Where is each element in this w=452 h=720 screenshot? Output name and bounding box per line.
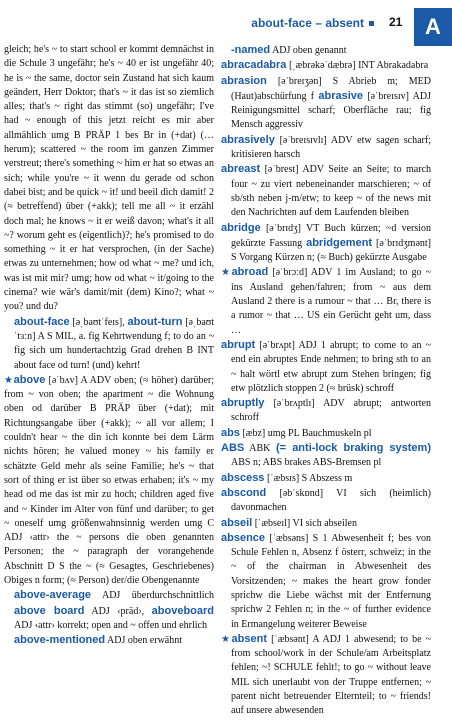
entry-abreast [221, 162, 431, 220]
definition: ABS n; ABS brakes ABS-Bremsen pl [231, 457, 382, 469]
definition: [ˈæbsənt] A ADJ 1 abwesend; to be ~ from school/work in der Schule/am Arbeitsplatz fehlen; ~! SCHULE fehlt!; to go ~ without leave MIL sich unerlaubt von der Truppe entfernen; ~ parent nicht betreuender Elternteil; to ~ friends! auf unsere abwesenden [231, 633, 431, 717]
entry-absence [221, 531, 431, 632]
definition: [əˈbreɪsɪvlɪ] ADV etw sagen scharf; kritisieren harsch [231, 134, 431, 161]
star-icon: ★ [221, 633, 232, 645]
headword: absent [231, 632, 267, 645]
definition: [əˈbrɪdʒ] VT Buch kürzen; ~d version gekürzte Fassung [231, 222, 431, 249]
entry-about-face [4, 315, 214, 373]
running-head: about-face – absent [251, 16, 364, 30]
star-icon: ★ [4, 374, 14, 386]
headword: ABS [221, 442, 245, 455]
definition: [əˈbʌv] A ADV oben; (≈ höher) darüber; from ~ von oben; the apartment ~ die Wohnung oben od darüber B PRÄP über (+dat); mit Richtungsangabe über (+akk); ~ all vor allem; I couldn't hear ~ the din ich konnte bei dem Lärm nichts hören; he valued money ~ his family er schätzte Geld mehr als seine Familie; he's ~ that sort of thing er ist über so etwas erhaben; it's ~ my head od me das ist mir zu hoch; children aged five and ~ Kinder im Alter von fünf und darüber; to get ~ oneself umg größenwahnsinnig werden umg C ADJ ‹attr› the ~ persons die oben genannten Personen; the ~ paragraph der vorangehende Abschnitt D S the ~ (≈ Gesagtes, Geschriebenes) Obiges n form; (≈ Person) der/die Obengenannte [4, 374, 214, 586]
headword: abreast [221, 163, 261, 176]
definition: [əˌbaʊtˈtɜːn] A S MIL, a. fig Kehrtwendung f; to do an ~ fig sich um hundertachtzig Grad drehen B INT about face od turn! (und) kehrt! [14, 316, 214, 371]
continued-entry-above-named [221, 43, 431, 58]
entry-abs [221, 426, 431, 441]
headword: abrupt [221, 338, 256, 351]
entry-abroad [221, 265, 431, 337]
headword: abrasive [318, 89, 364, 102]
entry-abseil [221, 516, 431, 531]
definition: [əˈbrʌptlɪ] ADV abrupt; antworten schroff [231, 398, 431, 424]
abbreviation-label: ABK [249, 443, 271, 455]
headword: above [13, 373, 46, 386]
definition: [æbz] umg PL Bauchmuskeln pl [242, 427, 372, 439]
right-column [221, 43, 431, 717]
entry-abscond [221, 486, 431, 516]
headword: abroad [231, 266, 269, 279]
headword: abruptly [221, 397, 265, 410]
definition: [əˈbrʌpt] ADJ 1 abrupt; to come to an ~ end ein abruptes Ende nehmen; to bring sth to an ~ halt wörtl etw abrupt zum Stehen bringen; fig etw plötzlich stoppen 2 (≈ brüsk) schroff [231, 339, 431, 394]
continued-entry-about: gleich; he's ~ to start school er kommt demnächst in die Schule 3 ungefähr; he's ~ 40 er ist ungefähr 40; he is ~ the same, doctor sein Zustand hat sich kaum geändert, Herr Doktor; that's ~ it das ist so ziemlich alles; that's ~ right das stimmt (so) ungefähr; I've had ~ enough of this jetzt reicht es mir aber allmählich umg B PRÄP 1 bes Br in (+dat) (… herum); scattered ~ the room im ganzen Zimmer verstreut; there's something ~ him er hat so etwas an sich; while you're ~ it wenn du gerade od schon dabei bist; and be quick ~ it! und beeil dich damit! 2 (≈ betreffend) über (+akk); tell me all ~ it erzähl doch mal; he knows ~ it er weiß davon; what's it all ~? worum geht es (eigentlich)?; he's promised to do something ~ it er hat versprochen, (in der Sache) etwas zu unternehmen; how od what ~ me? und ich, was ist mit mir? umg; how od what ~ it/going to the cinema? wie wär's damit/mit (dem) Kino?; what ~ you? und du? [4, 44, 214, 313]
definition: [əˈbrɪdʒmənt] S Vorgang Kürzen n; (≈ Buch) gekürzte Ausgabe [231, 237, 431, 264]
left-column [4, 43, 214, 717]
entry-above-average [4, 588, 214, 633]
entry-abridge [221, 221, 431, 266]
definition: [əˈbreɪsɪv] ADJ Reinigungsmittel scharf; Oberfläche rau; fig Mensch aggressiv [231, 90, 431, 131]
entry-absent [221, 632, 431, 717]
headword: abracadabra [221, 59, 287, 72]
headword: abscond [221, 486, 267, 499]
pronunciation: [əˌbaʊtˈfeɪs], [72, 316, 125, 328]
definition: ADJ ‹präd›, [91, 605, 145, 617]
headword: -named [231, 44, 271, 56]
definition: ADJ ‹attr› korrekt; open and ~ offen und ehrlich [14, 619, 207, 631]
entry-abrasion [221, 74, 431, 133]
definition: [ˈæbseɪl] VI sich abseilen [254, 517, 357, 529]
entry-abrasively [221, 133, 431, 163]
definition: [əˈbrɔːd] ADV 1 im Ausland; to go ~ ins Ausland gehen/fahren; from ~ aus dem Ausland 2 there is a rumour ~ that … Br, there is a rumor ~ that … US ein Gerücht geht um, dass … [231, 267, 431, 336]
entry-abruptly [221, 396, 431, 426]
headword: aboveboard [151, 604, 214, 617]
headword: about-face [14, 315, 70, 328]
headword: above-average [14, 589, 92, 602]
headword: above board [14, 604, 85, 617]
headword: abrasion [221, 74, 267, 87]
entry-above-mentioned [4, 633, 214, 648]
headword: above-mentioned [14, 634, 106, 647]
headword: abridgement [306, 236, 373, 249]
thumb-index-tab: A [414, 8, 452, 46]
entry-ABS [221, 441, 431, 471]
definition: [əˈbrest] ADV Seite an Seite; to march four ~ zu viert nebeneinander marschieren; ~ of sb/sth neben j-m/etw; to keep ~ of the news mit den Nachrichten auf dem Laufenden bleiben [231, 164, 431, 219]
headword: abridge [221, 221, 261, 234]
headword: abs [221, 426, 240, 439]
star-icon: ★ [221, 267, 232, 279]
entry-abracadabra [221, 58, 431, 73]
headword: abseil [221, 516, 253, 529]
definition: [əˈbreɪʒən] S Abrieb m; MED (Haut)abschürfung f [231, 75, 431, 102]
page-number: 21 [389, 15, 403, 29]
entry-above [4, 373, 214, 588]
definition: ADJ oben erwähnt [107, 635, 183, 647]
expansion: (= anti-lock braking system) [275, 442, 431, 455]
definition: [ˌæbrəkəˈdæbrə] INT Abrakadabra [288, 60, 429, 72]
definition: [ˈæbsɪs] S Abszess m [266, 472, 353, 484]
definition: ADJ überdurchschnittlich [101, 590, 214, 602]
headword: about-turn [127, 315, 183, 328]
headword: abscess [221, 471, 265, 484]
entry-abscess [221, 471, 431, 486]
entry-abrupt [221, 338, 431, 396]
separator-square-icon [369, 21, 374, 26]
definition: [ˈæbsəns] S 1 Abwesenheit f; bes von Schule Fehlen n, Absenz f österr, schweiz; in the ~ of the chairman in Abwesenheit des Vorsitzenden; ~ makes the heart grow fonder sprichw die Liebe wächst mit der Entfernung sprichw 2 Fehlen n; in the ~ of further evidence in Ermangelung weiterer Beweise [231, 532, 431, 630]
headword: abrasively [221, 133, 275, 146]
headword: absence [221, 531, 266, 544]
definition: ADJ oben genannt [272, 45, 347, 56]
page-header [0, 0, 452, 44]
definition: [əbˈskɒnd] VI sich (heimlich) davonmachen [231, 487, 431, 514]
